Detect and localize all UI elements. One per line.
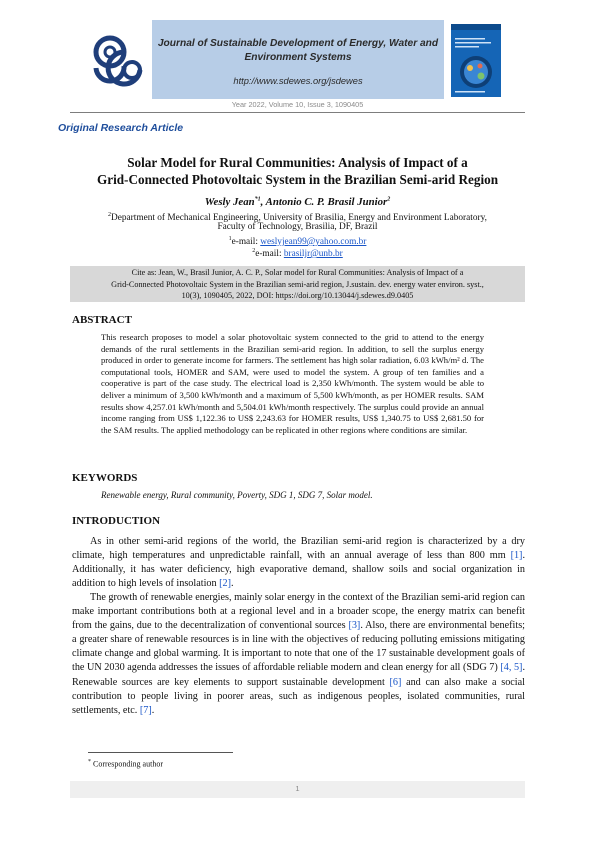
paragraph-text: . Renewable sources are key elements to support sustainable development <box>72 662 525 688</box>
title-line2: Grid-Connected Photovoltaic System in the Brazilian Semi-arid Region <box>96 172 499 187</box>
email-superscript: 2 <box>252 248 256 254</box>
paragraph-text: and can also make a social contribution to people living in poorer areas, such as indigenous peoples, isolated communities, rural settlements, etc. <box>72 676 525 716</box>
introduction-heading: INTRODUCTION <box>72 515 161 527</box>
journal-cover-image <box>451 24 501 97</box>
reference-link[interactable]: [2] <box>219 578 232 590</box>
reference-link[interactable]: [3] <box>348 620 361 632</box>
email-link[interactable]: brasiljr@unb.br <box>283 249 343 260</box>
email-label: e-mail: <box>231 237 261 248</box>
email-line <box>70 245 525 260</box>
journal-name <box>152 37 444 65</box>
reference-link[interactable]: [6] <box>389 676 402 688</box>
paragraph-text: . <box>151 704 155 716</box>
abstract-heading: ABSTRACT <box>72 314 132 326</box>
issue-line: Year 2022, Volume 10, Issue 3, 1090405 <box>231 100 364 109</box>
affiliation-superscript: 2 <box>108 212 112 218</box>
keywords-text: Renewable energy, Rural community, Poverty, SDG 1, SDG 7, Solar model. <box>101 490 373 500</box>
citation-box <box>70 266 525 302</box>
reference-link[interactable]: [7] <box>139 704 152 716</box>
email-superscript: 1 <box>228 236 232 242</box>
paragraph-text: As in other semi-arid regions of the world, the Brazilian semi-arid region is characterized by a dry climate, high temperatures and unpredictable rainfall, with an annual average of less than 800 mm <box>72 536 525 562</box>
journal-url-link[interactable]: http://www.sdewes.org/jsdewes <box>233 76 363 86</box>
journal-name-line1: Journal of Sustainable Development of Energy, Water and <box>157 38 439 49</box>
body-paragraph <box>72 535 525 591</box>
footnote <box>88 759 163 769</box>
journal-logo-icon <box>88 20 150 96</box>
author-name: Antonio C. P. Brasil Junior <box>265 196 388 208</box>
footnote-text: Corresponding author <box>91 759 163 769</box>
author-list <box>70 196 525 208</box>
affiliation-text: Department of Mechanical Engineering, University of Brasilia, Energy and Environment Laboratory, <box>111 213 487 224</box>
affiliation-line: Faculty of Technology, Brasilia, DF, Brazil <box>217 222 378 232</box>
keywords-heading: KEYWORDS <box>72 472 138 484</box>
paragraph-text: . <box>231 578 234 590</box>
article-type: Original Research Article <box>58 122 184 134</box>
citation-line: 10(3), 1090405, 2022, DOI: https://doi.org/10.13044/j.sdewes.d9.0405 <box>181 291 414 300</box>
header-divider <box>70 112 525 113</box>
abstract-text: This research proposes to model a solar photovoltaic system connected to the grid to attend to the energy demands of the rural settlements in the Brazilian semi-arid region. In addition, to sell the surplus energy produced in order to generate income for farmers. The settlement has high solar radiation, 6.03 kWh/m² d. The computational tools, HOMER and SAM, were used to model the system. A group of ten families and a cooperative is part of the case study. The electrical load is 2,350 kWh/month. The system would be able to deliver a minimum of 3,500 kWh/month and a maximum of 5,500 kWh/month, as per HOMER results. SAM results show 4,257.01 kWh/month and 5,504.01 kWh/month respectively. The surplus could provide an annual income ranging from US$ 1,122.36 to US$ 2,243.63 for HOMER results, US$ 1,340.75 to US$ 2,681.50 for the SAM results. The applied methodology can be replicated in other regions where conditions are similar. <box>101 332 484 435</box>
author-separator: , <box>260 196 266 208</box>
paragraph-text: . Also, there are environmental benefits; a greater share of renewable resources is in line with the objectives of reducing polluting emissions mitigating climate change and global warming. It is important to note that one of the 17 sustainable development goals of the UN 2030 agenda addresses the issues of affordable reliable modern and clean energy for all (SDG 7) <box>72 620 525 674</box>
author-name: Wesly Jean <box>204 196 255 208</box>
reference-link[interactable]: [4, 5] <box>500 662 523 674</box>
author-superscript: *1 <box>254 196 261 203</box>
article-title <box>70 154 525 188</box>
journal-name-line2: Environment Systems <box>244 52 352 63</box>
citation-line: Cite as: Jean, W., Brasil Junior, A. C. P., Solar model for Rural Communities: Analysis of Impact of a <box>131 268 464 277</box>
email-link[interactable]: weslyjean99@yahoo.com.br <box>260 237 367 248</box>
page-number: 1 <box>295 784 300 793</box>
footnote-divider <box>88 752 233 753</box>
footnote-marker: * <box>88 759 91 765</box>
body-paragraph <box>72 591 525 718</box>
author-superscript: 2 <box>387 196 391 203</box>
citation-line: Grid-Connected Photovoltaic System in the Brazilian semi-arid region, J.sustain. dev. energy water environ. syst., <box>111 279 484 289</box>
paragraph-text: . Additionally, it has water deficiency, high evaporative demand, shallow soils and social organization in addition to high levels of insolation <box>72 550 525 590</box>
reference-link[interactable]: [1] <box>510 550 523 562</box>
paragraph-text: The growth of renewable energies, mainly solar energy in the context of the Brazilian semi-arid region can make important contributions both at a regional level and in a broader scope, the energy matrix can benefit from the gains, due to the decentralization of conventional sources <box>72 592 525 632</box>
email-label: e-mail: <box>255 249 284 260</box>
title-line1: Solar Model for Rural Communities: Analysis of Impact of a <box>127 155 468 170</box>
